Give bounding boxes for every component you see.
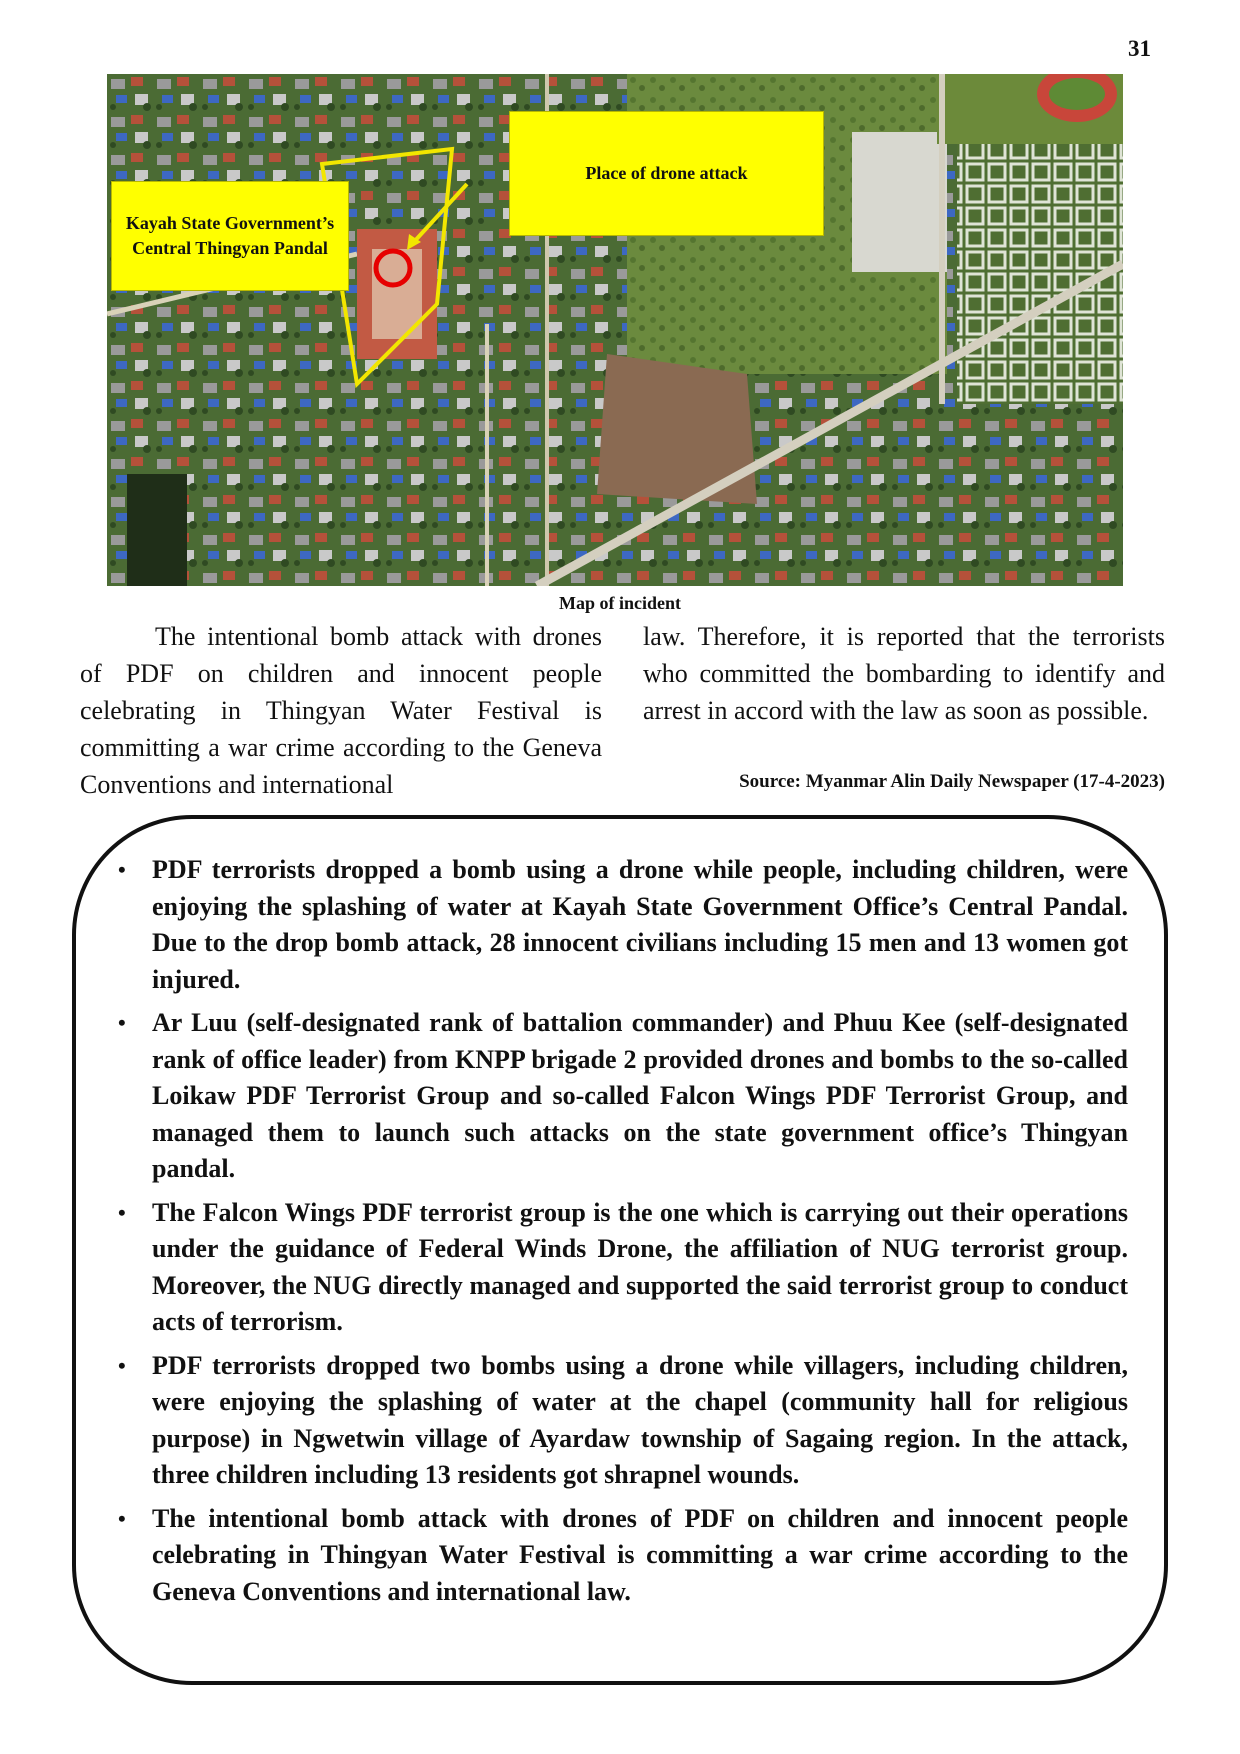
callout-drone-attack bbox=[509, 111, 824, 236]
bullet-text: Ar Luu (self-designated rank of battalion commander) and Phuu Kee (self-designated rank of office leader) from KNPP brigade 2 provided drones and bombs to the so-called Loikaw PDF Terrorist Group and so-called Falcon Wings PDF Terrorist Group, and managed them to launch such attacks on the state government office’s Thingyan pandal. bbox=[152, 1008, 1128, 1183]
article-right-column bbox=[643, 618, 1165, 729]
article-paragraph-left: The intentional bomb attack with drones of PDF on children and innocent people celebrating in Thingyan Water Festival is committing a war crime according to the Geneva Conventions and international bbox=[80, 622, 602, 799]
bullet-text: The Falcon Wings PDF terrorist group is the one which is carrying out their operations under the guidance of Federal Winds Drone, the affiliation of NUG terrorist group. Moreover, the NUG directly managed and supported the said terrorist group to conduct acts of terrorism. bbox=[152, 1197, 1128, 1336]
callout-drone-text: Place of drone attack bbox=[585, 163, 748, 183]
article-paragraph-right: law. Therefore, it is reported that the terrorists who committed the bombarding to identify and arrest in accord with the law as soon as possible. bbox=[643, 622, 1165, 725]
summary-bullet-list bbox=[118, 852, 1128, 1617]
bullet-item bbox=[118, 1348, 1128, 1494]
article-left-column bbox=[80, 618, 602, 803]
bullet-icon: • bbox=[118, 857, 126, 882]
bullet-text: PDF terrorists dropped two bombs using a drone while villagers, including children, were enjoying the splashing of water at the chapel (community hall for religious purpose) in Ngwetwin village of Ayardaw township of Sagaing region. In the attack, three children including 13 residents got shrapnel wounds. bbox=[152, 1350, 1128, 1489]
bullet-icon: • bbox=[118, 1352, 126, 1378]
satellite-map bbox=[107, 74, 1123, 586]
bullet-item bbox=[118, 1005, 1128, 1188]
bullet-item bbox=[118, 1195, 1128, 1341]
bullet-text: The intentional bomb attack with drones of PDF on children and innocent people celebrating in Thingyan Water Festival is committing a war crime according to the Geneva Conventions and international law. bbox=[152, 1503, 1128, 1606]
page-number: 31 bbox=[1128, 36, 1151, 61]
callout-pandal bbox=[111, 181, 349, 291]
bullet-icon: • bbox=[118, 1010, 126, 1035]
bullet-item bbox=[118, 852, 1128, 998]
bullet-icon: • bbox=[118, 1505, 126, 1531]
bullet-icon: • bbox=[118, 1199, 126, 1225]
map-caption: Map of incident bbox=[558, 593, 681, 613]
bullet-text: PDF terrorists dropped a bomb using a drone while people, including children, were enjoying the splashing of water at Kayah State Government Office’s Central Pandal. Due to the drop bomb attack, 28 innocent civilians including 15 men and 13 women got injured. bbox=[152, 855, 1128, 994]
bullet-item bbox=[118, 1501, 1128, 1611]
callout-pandal-text: Kayah State Government’s Central Thingyan Pandal bbox=[125, 213, 335, 258]
source-citation: Source: Myanmar Alin Daily Newspaper (17-4-2023) bbox=[739, 771, 1165, 792]
